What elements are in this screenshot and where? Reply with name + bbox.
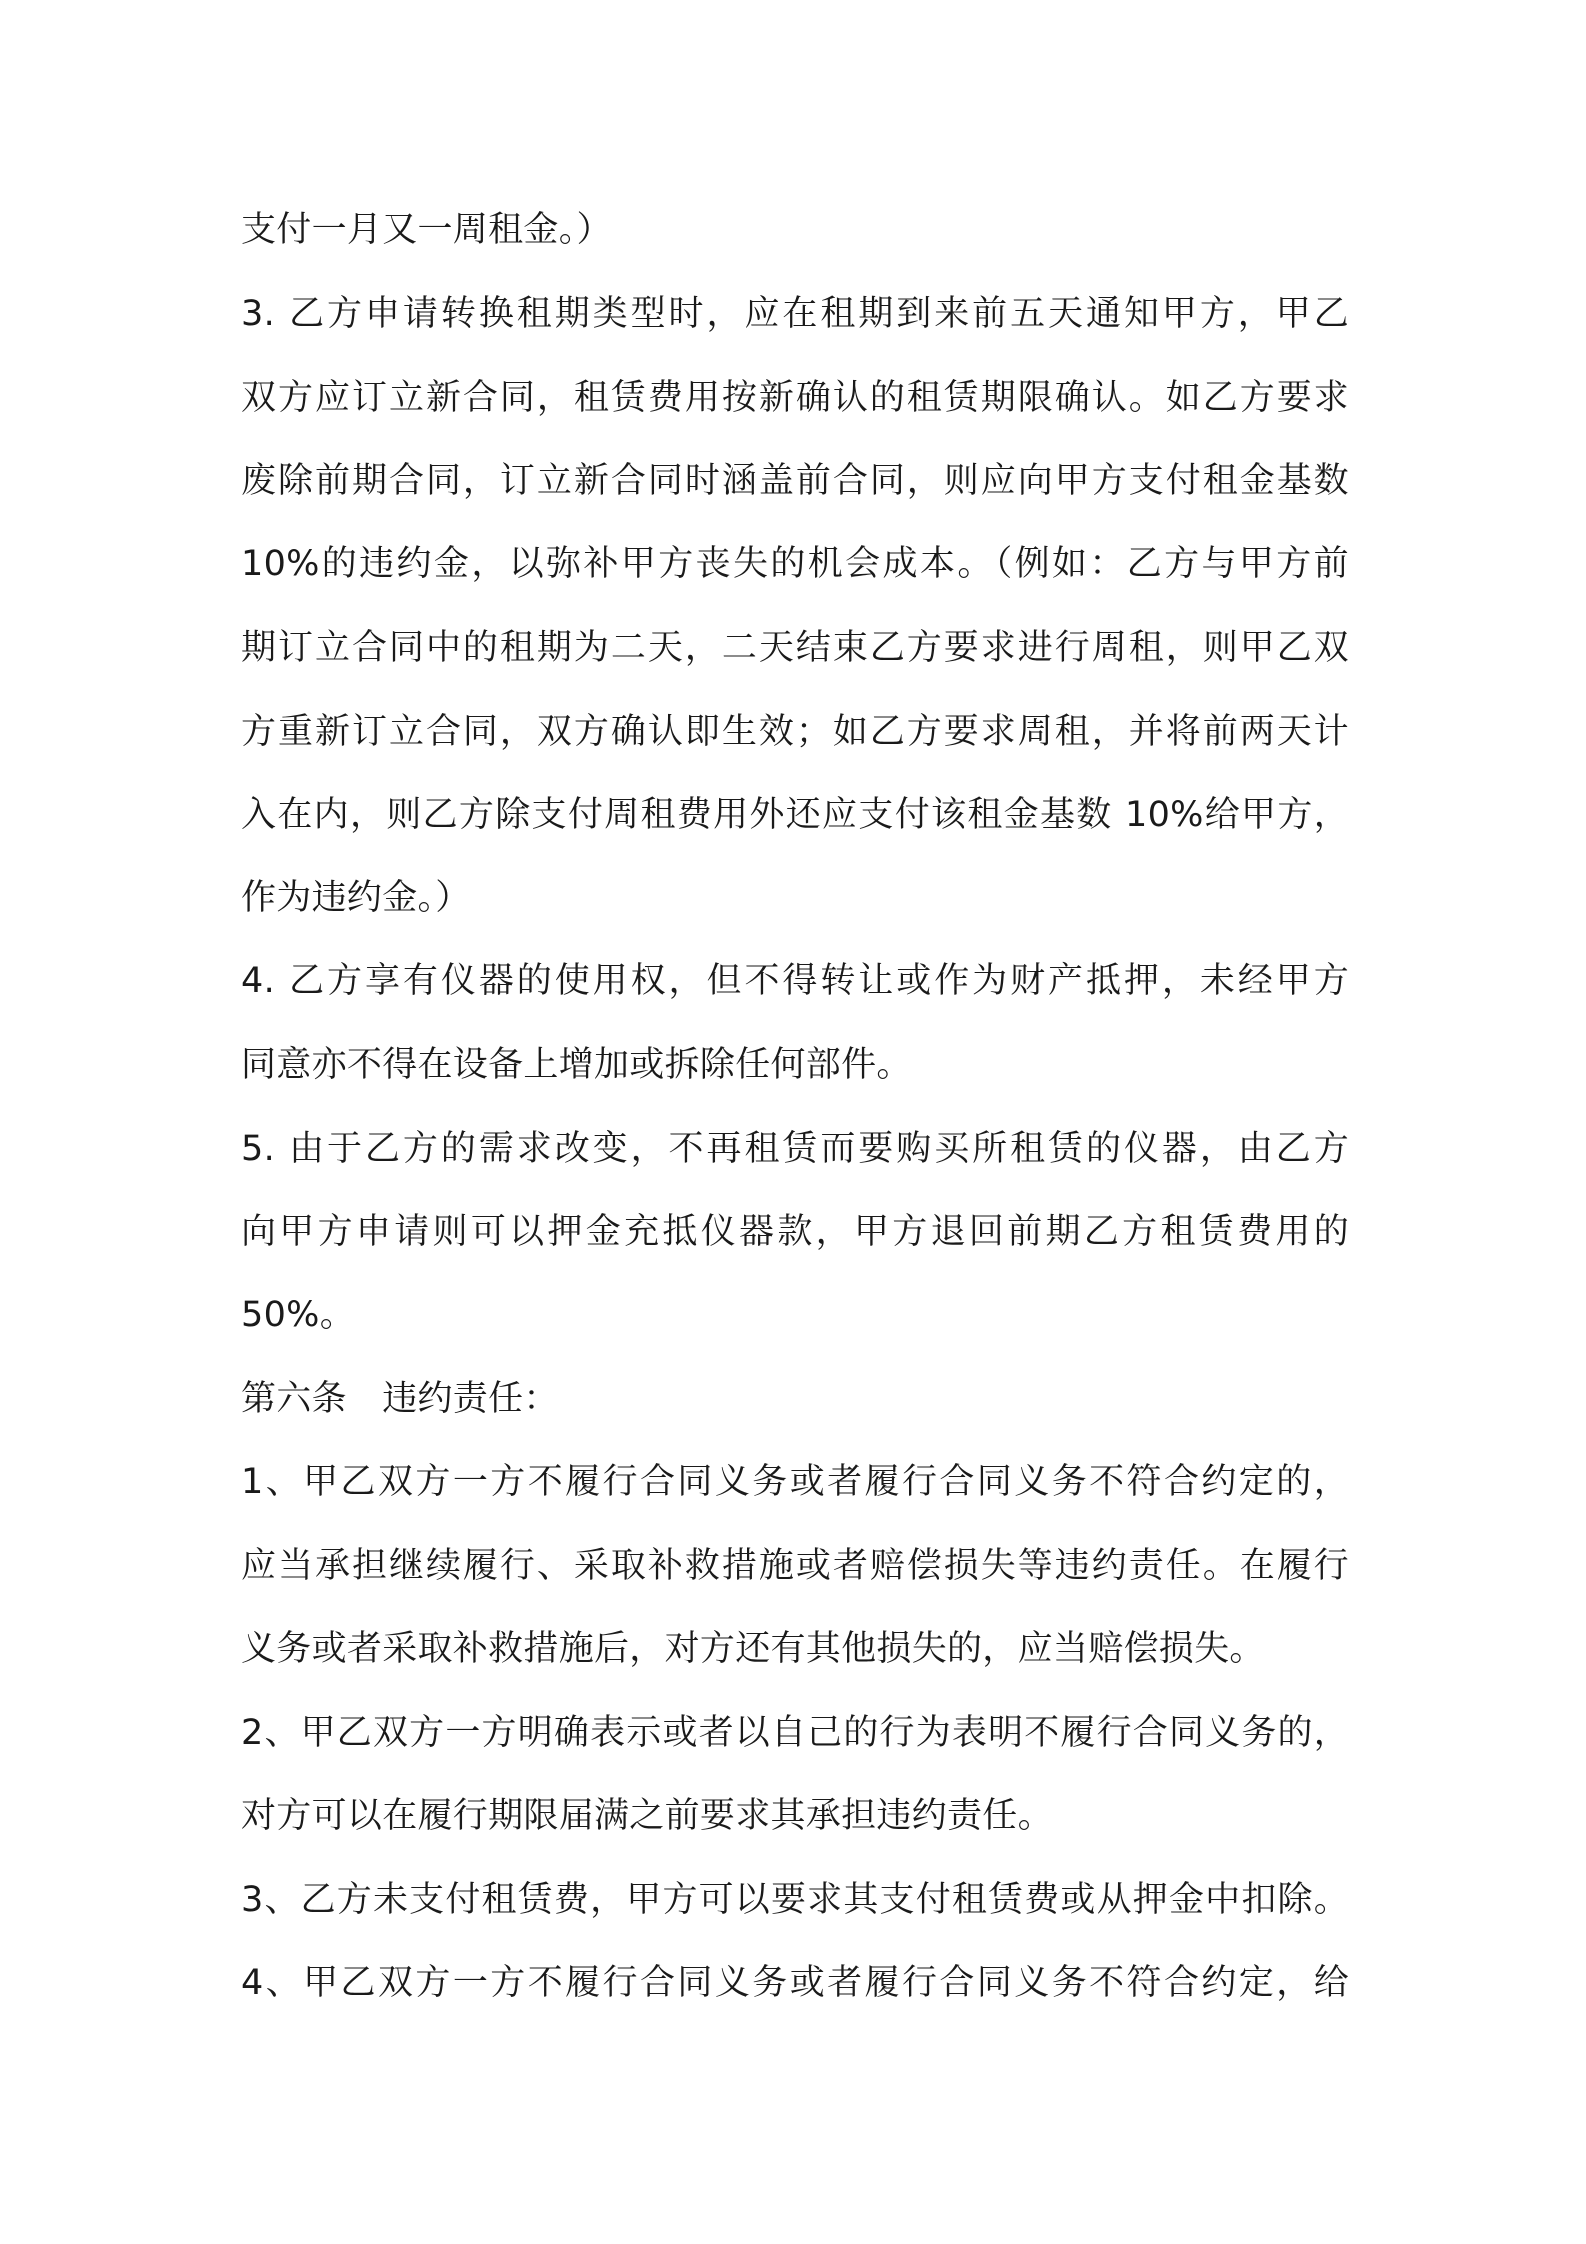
text-line: 50%。 — [241, 1295, 355, 1335]
text-line: 支付一月又一周租金。） — [241, 210, 612, 250]
text-line: 3、乙方未支付租赁费，甲方可以要求其支付租赁费或从押金中扣除。 — [241, 1880, 1349, 1920]
text-line: 1、甲乙双方一方不履行合同义务或者履行合同义务不符合约定的， — [241, 1462, 1349, 1502]
text-line: 同意亦不得在设备上增加或拆除任何部件。 — [241, 1045, 912, 1085]
text-line: 方重新订立合同，双方确认即生效；如乙方要求周租，并将前两天计 — [241, 712, 1349, 752]
text-line: 4、甲乙双方一方不履行合同义务或者履行合同义务不符合约定，给 — [241, 1963, 1349, 2003]
text-line: 3. 乙方申请转换租期类型时，应在租期到来前五天通知甲方，甲乙 — [241, 294, 1349, 334]
section-heading: 第六条 违约责任： — [241, 1379, 559, 1419]
text-line: 向甲方申请则可以押金充抵仪器款，甲方退回前期乙方租赁费用的 — [241, 1212, 1349, 1252]
text-line: 义务或者采取补救措施后，对方还有其他损失的，应当赔偿损失。 — [241, 1629, 1265, 1669]
text-line: 废除前期合同，订立新合同时涵盖前合同，则应向甲方支付租金基数 — [241, 461, 1349, 501]
text-line: 4. 乙方享有仪器的使用权，但不得转让或作为财产抵押，未经甲方 — [241, 961, 1349, 1001]
text-line: 期订立合同中的租期为二天，二天结束乙方要求进行周租，则甲乙双 — [241, 628, 1349, 668]
text-line: 5. 由于乙方的需求改变，不再租赁而要购买所租赁的仪器，由乙方 — [241, 1129, 1349, 1169]
text-line: 应当承担继续履行、采取补救措施或者赔偿损失等违约责任。在履行 — [241, 1546, 1349, 1586]
text-line: 入在内，则乙方除支付周租费用外还应支付该租金基数 10%给甲方， — [241, 795, 1349, 835]
text-line: 10%的违约金，以弥补甲方丧失的机会成本。（例如：乙方与甲方前 — [241, 544, 1349, 584]
text-line: 双方应订立新合同，租赁费用按新确认的租赁期限确认。如乙方要求 — [241, 378, 1349, 418]
text-line: 2、甲乙双方一方明确表示或者以自己的行为表明不履行合同义务的， — [241, 1713, 1349, 1753]
text-line: 对方可以在履行期限届满之前要求其承担违约责任。 — [241, 1796, 1053, 1836]
text-line: 作为违约金。） — [241, 878, 471, 918]
